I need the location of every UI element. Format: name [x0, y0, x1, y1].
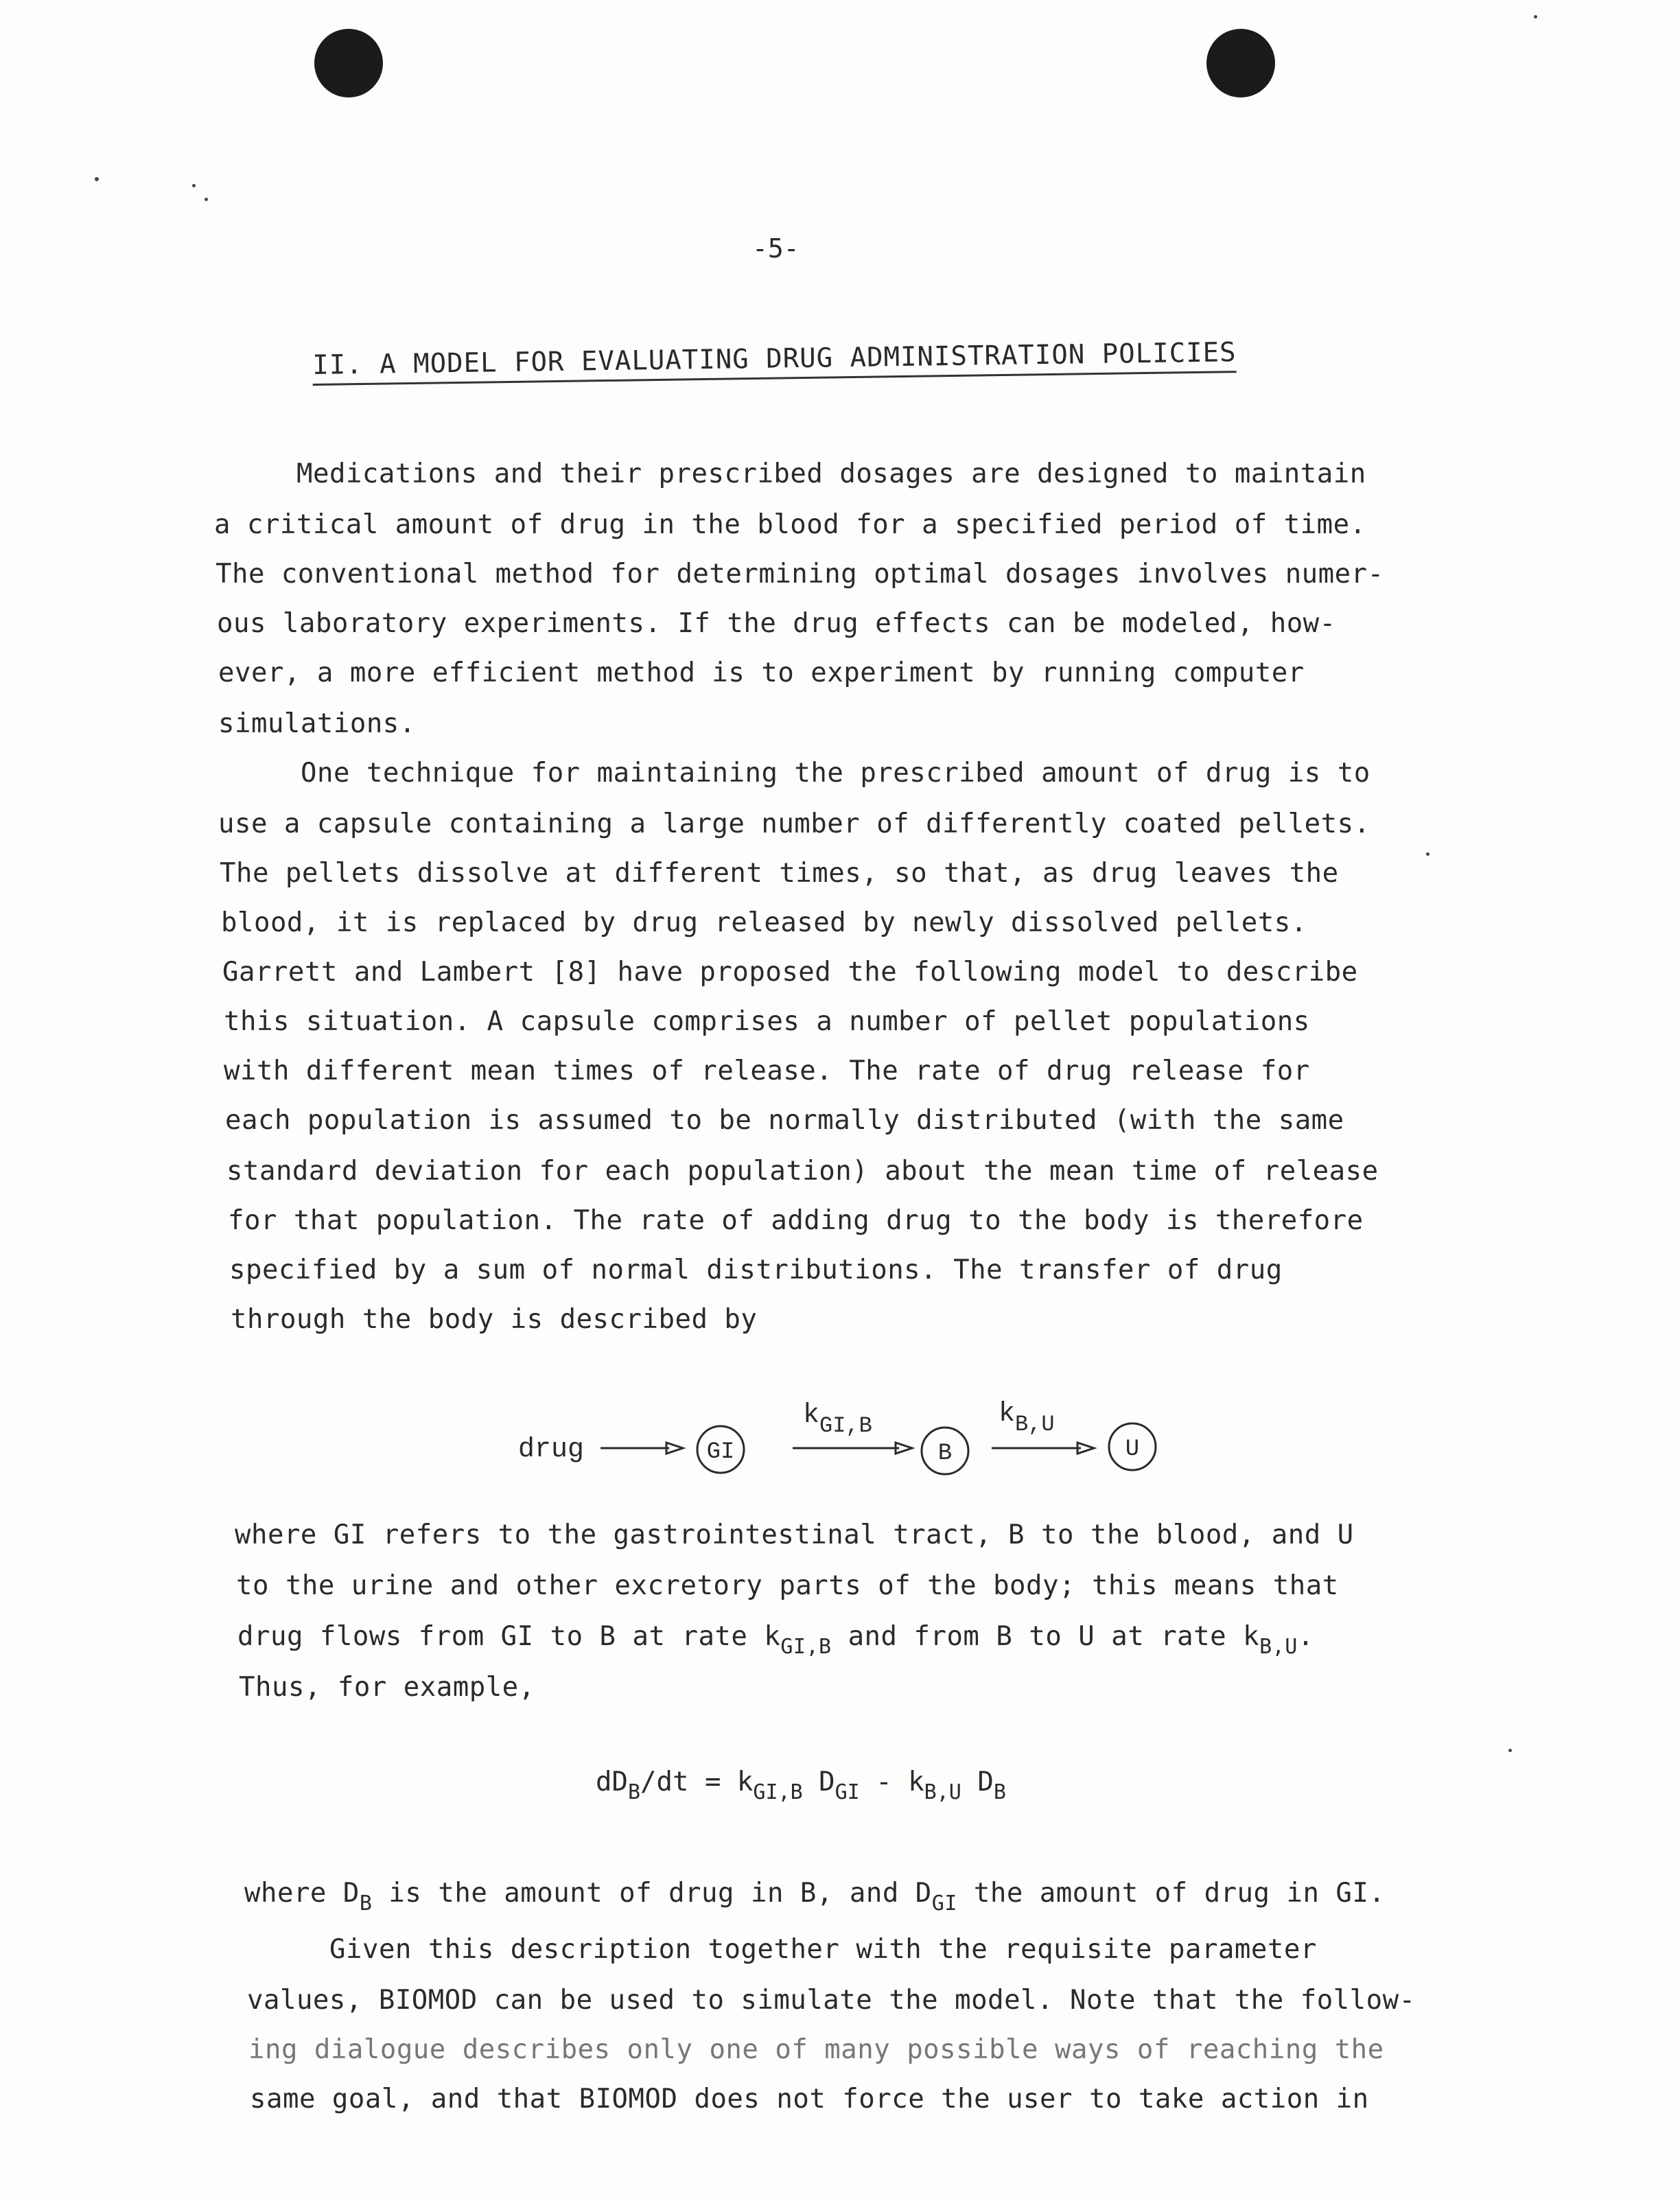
- rate-k-b-u: $k_{B,U}$: [999, 1399, 1055, 1437]
- text-line: Thus, for example,: [239, 1672, 535, 1703]
- text-line: The conventional method for determining optimal dosages involves numer-: [215, 559, 1384, 590]
- text-line: The pellets dissolve at different times, so that, as drug leaves the: [220, 858, 1339, 889]
- paragraph-4: where $D_B$ is the amount of drug in B, and $D_{GI}$ the amount of drug in GI.: [244, 1878, 1386, 1915]
- text-line: specified by a sum of normal distributions. The transfer of drug: [229, 1255, 1283, 1285]
- text-line: simulations.: [218, 708, 416, 739]
- text-line: a critical amount of drug in the blood for a specified period of time.: [214, 509, 1366, 540]
- text-line: with different mean times of release. The rate of drug release for: [224, 1056, 1310, 1086]
- rate-equation: $dD_B/dt = k_{GI,B}$ $D_{GI} - k_{B,U}$ $D_B$: [596, 1767, 1006, 1804]
- text-line: drug flows from GI to B at rate $k_{GI,B}$ and from B to U at rate $k_{B,U}$.: [237, 1621, 1314, 1659]
- speck: [1508, 1749, 1512, 1752]
- text-line: standard deviation for each population) about the mean time of release: [226, 1156, 1379, 1187]
- speck: [192, 184, 196, 187]
- text-line: where GI refers to the gastrointestinal tract, B to the blood, and U: [235, 1519, 1354, 1550]
- diagram-drug-label: drug: [518, 1434, 585, 1465]
- punch-hole-right: [1206, 29, 1275, 97]
- speck: [95, 177, 99, 181]
- page-number: -5-: [752, 233, 800, 264]
- speck: [1426, 852, 1430, 856]
- speck: [205, 198, 208, 201]
- node-b: B: [937, 1441, 953, 1467]
- compartment-diagram: [518, 1386, 1177, 1476]
- text-line: through the body is described by: [231, 1304, 758, 1335]
- speck: [1534, 15, 1537, 19]
- section-heading: II. A MODEL FOR EVALUATING DRUG ADMINISTRATION POLICIES: [312, 337, 1237, 386]
- punch-hole-left: [314, 29, 383, 97]
- text-line: blood, it is replaced by drug released by newly dissolved pellets.: [221, 907, 1307, 938]
- text-line: each population is assumed to be normally distributed (with the same: [225, 1105, 1344, 1136]
- text-line: values, BIOMOD can be used to simulate the model. Note that the follow-: [247, 1985, 1416, 2016]
- text-line: use a capsule containing a large number of differently coated pellets.: [218, 808, 1370, 839]
- text-line: same goal, and that BIOMOD does not force the user to take action in: [250, 2084, 1369, 2115]
- text-line: Medications and their prescribed dosages are designed to maintain: [296, 458, 1366, 489]
- text-line: for that population. The rate of adding drug to the body is therefore: [228, 1205, 1364, 1236]
- text-line: ever, a more efficient method is to experiment by running computer: [218, 657, 1305, 688]
- text-line: One technique for maintaining the prescribed amount of drug is to: [301, 758, 1370, 789]
- text-line: Given this description together with the requisite parameter: [329, 1934, 1317, 1965]
- node-gi: GI: [706, 1439, 735, 1465]
- text-line: ing dialogue describes only one of many possible ways of reaching the: [248, 2034, 1384, 2065]
- text-line: ous laboratory experiments. If the drug effects can be modeled, how-: [217, 608, 1336, 639]
- node-u: U: [1125, 1436, 1140, 1463]
- text-line: this situation. A capsule comprises a number of pellet populations: [224, 1006, 1310, 1037]
- text-line: to the urine and other excretory parts of the body; this means that: [236, 1570, 1339, 1601]
- text-line: Garrett and Lambert [8] have proposed the following model to describe: [222, 957, 1358, 988]
- rate-k-gi-b: $k_{GI,B}$: [803, 1400, 872, 1439]
